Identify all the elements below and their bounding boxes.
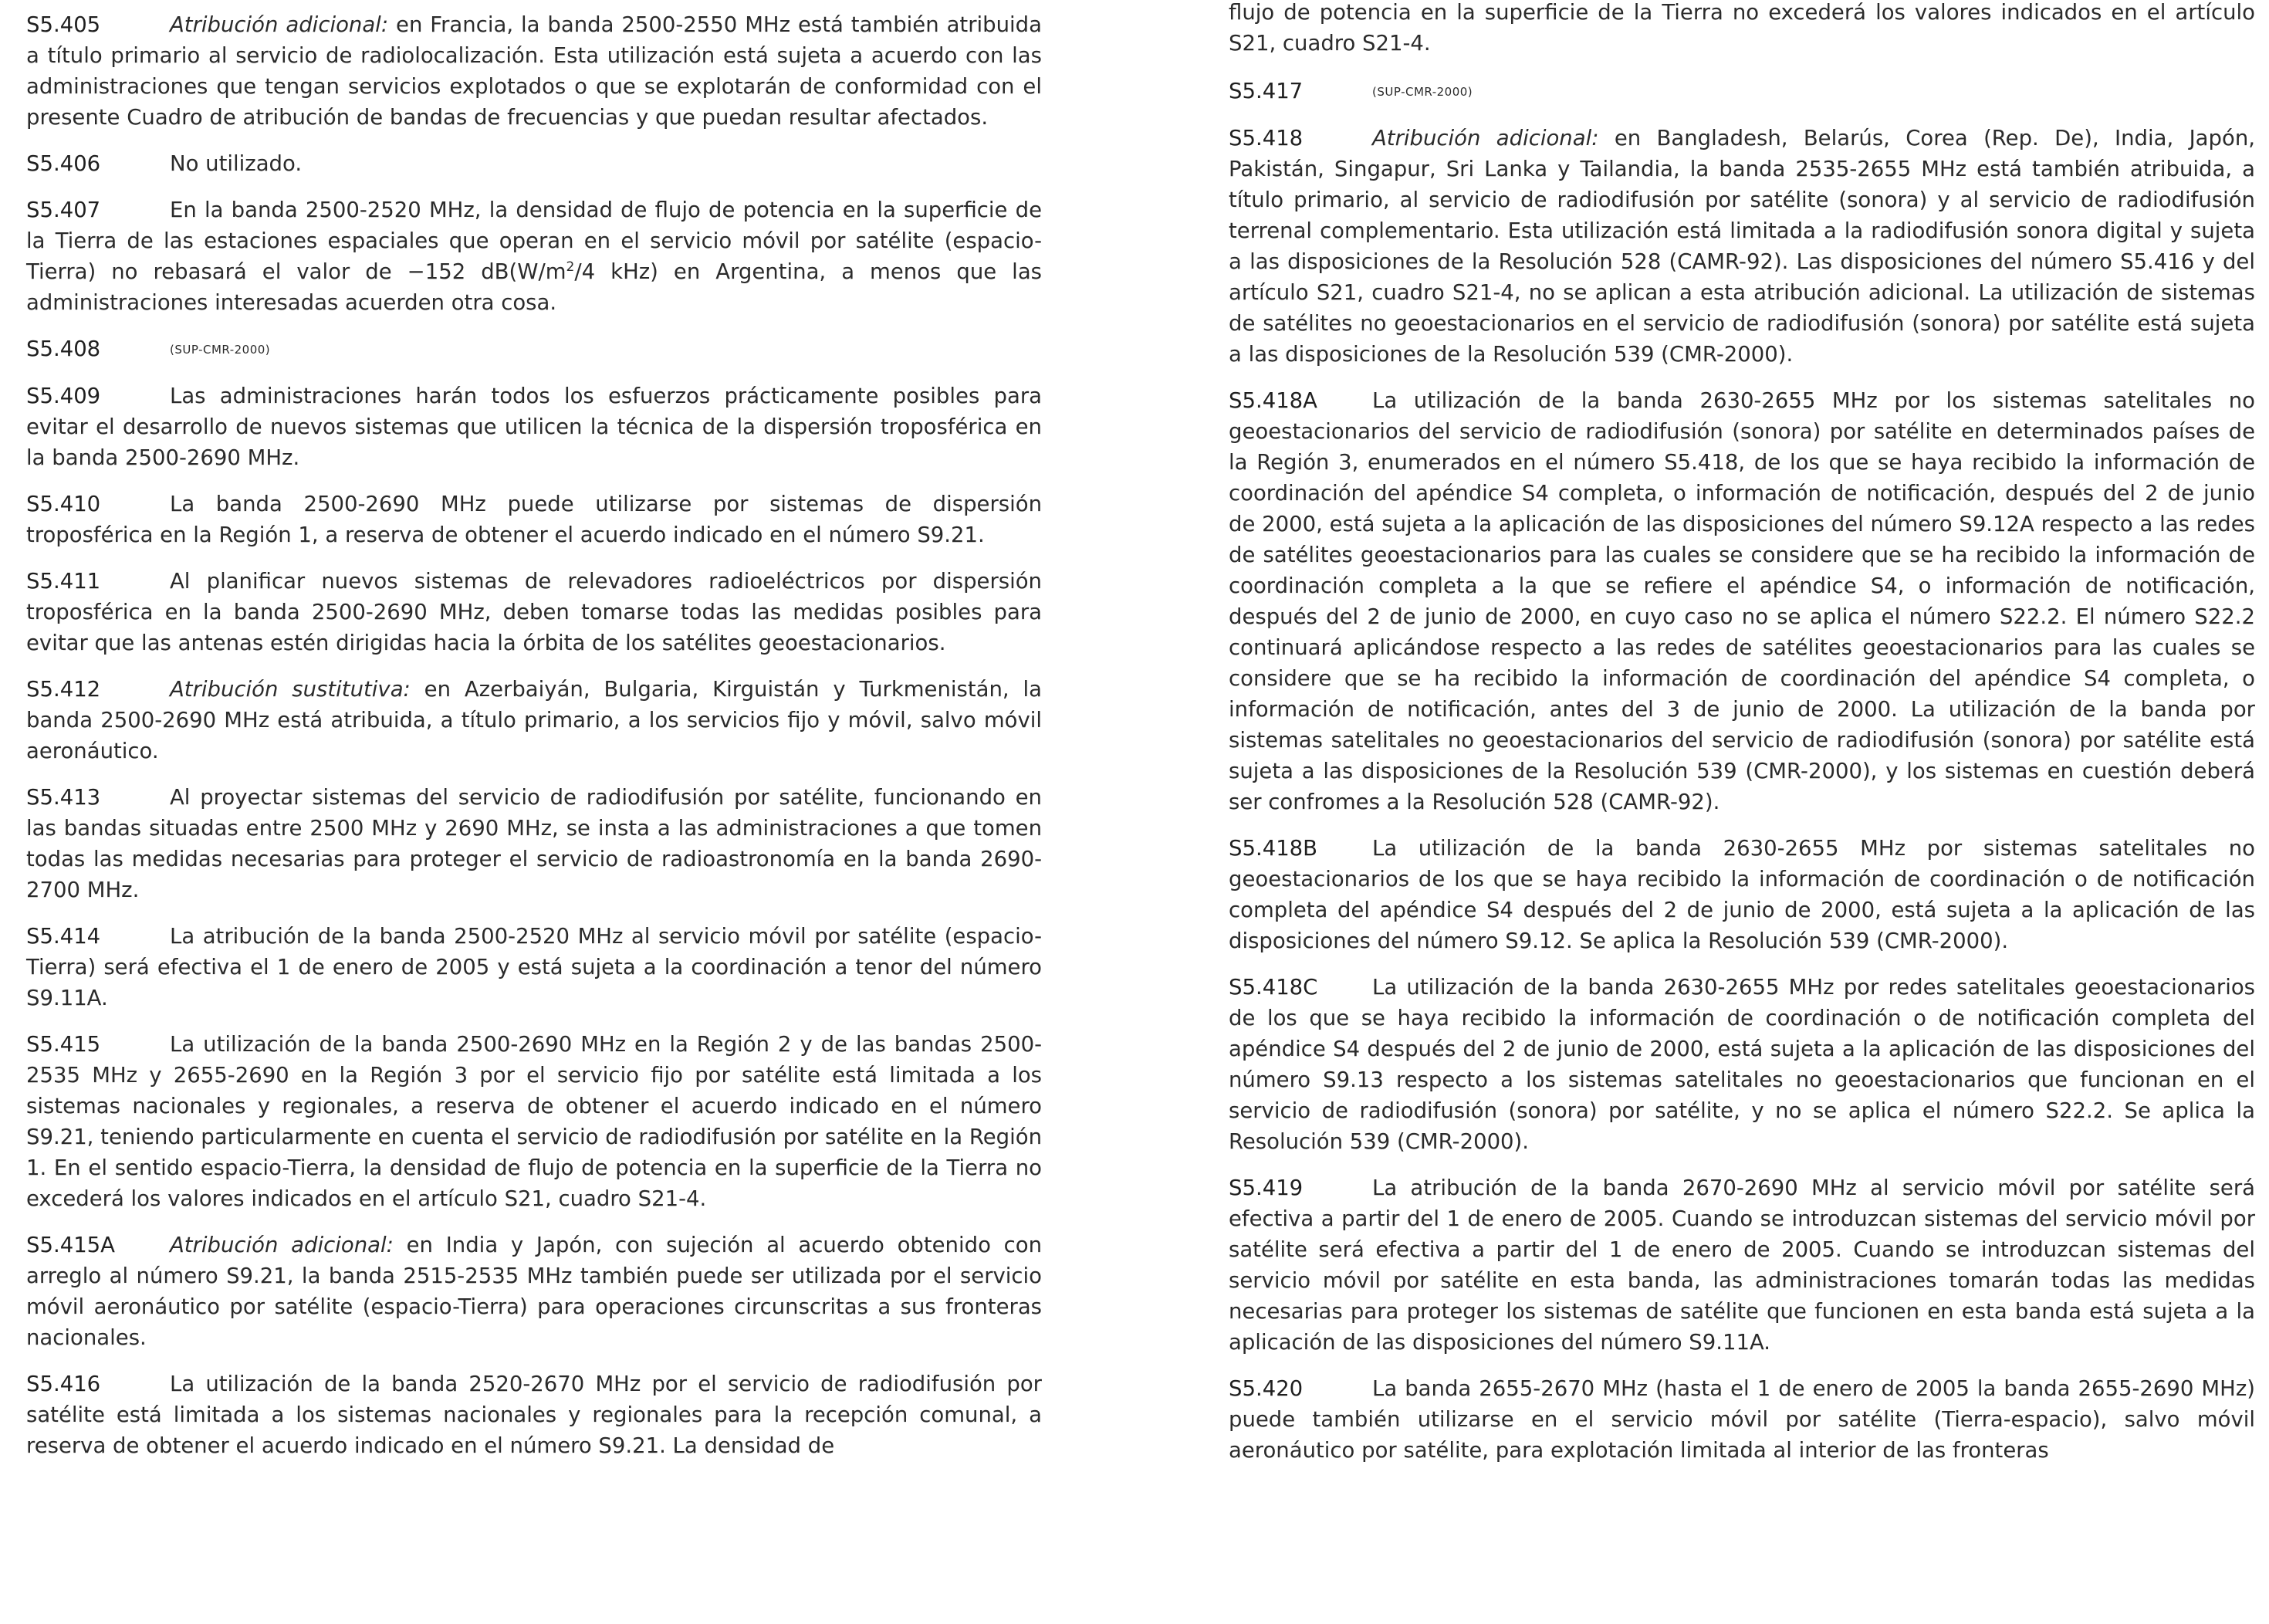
provision-s5-418a <box>1229 385 2255 817</box>
provision-s5-419 <box>1229 1172 2255 1358</box>
provision-s5-415 <box>26 1029 1042 1214</box>
provision-number: S5.414 <box>26 924 101 949</box>
provision-s5-409 <box>26 381 1042 473</box>
provision-lead: Atribución adicional: <box>1372 126 1599 151</box>
provision-text: La banda 2500-2690 MHz puede utilizarse por sistemas de dispersión troposférica en la Región 1, a reserva de obtener el acuerdo indicado en el número S9.21. <box>26 492 1042 547</box>
provision-text: Al proyectar sistemas del servicio de radiodifusión por satélite, funcionando en las bandas situadas entre 2500 MHz y 2690 MHz, se insta a las administraciones a que tomen todas las medidas necesarias para proteger el servicio de radioastronomía en la banda 2690-2700 MHz. <box>26 785 1042 902</box>
provision-s5-406 <box>26 148 1042 179</box>
provision-text: La utilización de la banda 2520-2670 MHz por el servicio de radiodifusión por satélite está limitada a los sistemas nacionales y regionales para la recepción comunal, a reserva de obtener el acuerdo indicado en el número S9.21. La densidad de <box>26 1372 1042 1458</box>
suppressed-note: (SUP-CMR-2000) <box>1372 85 1473 99</box>
provision-number: S5.416 <box>26 1372 101 1396</box>
provision-text: en India y Japón, con sujeción al acuerdo obtenido con arreglo al número S9.21, la banda 2515-2535 MHz también puede ser utilizada por el servicio móvil aeronáutico por satélite (espacio-Tierra) para operaciones circunscritas a sus fronteras nacionales. <box>26 1233 1042 1350</box>
left-column <box>26 9 1042 1477</box>
suppressed-note: (SUP-CMR-2000) <box>170 343 271 357</box>
provision-text: Las administraciones harán todos los esfuerzos prácticamente posibles para evitar el desarrollo de nuevos sistemas que utilicen la técnica de la dispersión troposférica en la banda 2500-2690 MHz. <box>26 384 1042 470</box>
provision-number: S5.405 <box>26 12 101 37</box>
provision-s5-416 <box>26 1369 1042 1461</box>
provision-s5-416-continuation <box>1229 0 2255 59</box>
provision-number: S5.408 <box>26 337 101 361</box>
provision-number: S5.420 <box>1229 1376 1304 1401</box>
provision-text: en Azerbaiyán, Bulgaria, Kirguistán y Turkmenistán, la banda 2500-2690 MHz está atribuida, a título primario, a los servicios fijo y móvil, salvo móvil aeronáutico. <box>26 677 1042 763</box>
provision-s5-410 <box>26 489 1042 550</box>
provision-number: S5.415A <box>26 1233 115 1257</box>
provision-text-continued: /4 kHz) en Argentina, a menos que las administraciones interesadas acuerden otra cosa. <box>26 259 1043 315</box>
provision-lead: Atribución sustitutiva: <box>170 677 411 702</box>
provision-s5-417 <box>1229 76 2255 107</box>
provision-s5-418b <box>1229 833 2255 956</box>
provision-number: S5.419 <box>1229 1176 1304 1200</box>
provision-text: No utilizado. <box>170 151 303 176</box>
provision-s5-413 <box>26 782 1042 905</box>
provision-s5-414 <box>26 921 1042 1013</box>
provision-s5-415a <box>26 1230 1042 1353</box>
right-column <box>1229 0 2255 1481</box>
provision-s5-412 <box>26 674 1042 766</box>
provision-text: La banda 2655-2670 MHz (hasta el 1 de enero de 2005 la banda 2655-2690 MHz) puede también utilizarse en el servicio móvil por satélite (Tierra-espacio), salvo móvil aeronáutico por satélite, para explotación limitada al interior de las fronteras <box>1229 1376 2255 1463</box>
superscript: 2 <box>566 259 575 275</box>
provision-text: La atribución de la banda 2500-2520 MHz al servicio móvil por satélite (espacio-Tierra) será efectiva el 1 de enero de 2005 y está sujeta a la coordinación a tenor del número S9.11A. <box>26 924 1042 1010</box>
provision-number: S5.409 <box>26 384 101 408</box>
provision-s5-420 <box>1229 1373 2255 1466</box>
provision-s5-411 <box>26 566 1042 658</box>
provision-text: La utilización de la banda 2630-2655 MHz por sistemas satelitales no geoestacionarios de los que se haya recibido la información de coordinación o de notificación completa del apéndice S4 después del 2 de junio de 2000, está sujeta a la aplicación de las disposiciones del número S9.12. Se aplica la Resolución 539 (CMR-2000). <box>1229 836 2255 953</box>
provision-number: S5.415 <box>26 1032 101 1057</box>
provision-s5-405 <box>26 9 1042 133</box>
provision-lead: Atribución adicional: <box>170 12 389 37</box>
provision-text: La utilización de la banda 2630-2655 MHz por redes satelitales geoestacionarios de los que se haya recibido la información de coordinación o de notificación completa del apéndice S4 después del 2 de junio de 2000, está sujeta a la aplicación de las disposiciones del número S9.13 respecto a los sistemas satelitales no geoestacionarios que funcionan en el servicio de radiodifusión (sonora) por satélite, y no se aplica el número S22.2. Se aplica la Resolución 539 (CMR-2000). <box>1229 975 2255 1154</box>
provision-text: La atribución de la banda 2670-2690 MHz al servicio móvil por satélite será efectiva a partir del 1 de enero de 2005. Cuando se introduzcan sistemas del servicio móvil por satélite será efectiva a partir del 1 de enero de 2005. Cuando se introduzcan sistemas del servicio móvil por satélite en esta banda, las administraciones tomarán todas las medidas necesarias para proteger los sistemas de satélite que funcionen en esta banda está sujeta a la aplicación de las disposiciones del número S9.11A. <box>1229 1176 2255 1355</box>
provision-text: La utilización de la banda 2630-2655 MHz por los sistemas satelitales no geoestacionarios del servicio de radiodifusión (sonora) por satélite en determinados países de la Región 3, enumerados en el número S5.418, de los que se haya recibido la información de coordinación del apéndice S4 completa, o información de notificación, después del 2 de junio de 2000, está sujeta a la aplicación de las disposiciones del número S9.12A respecto a las redes de satélites geoestacionarios para las cuales se considere que se ha recibido la información de coordinación completa a la que se refiere el apéndice S4, o información de notificación, después del 2 de junio de 2000, en cuyo caso no se aplica el número S22.2. El número S22.2 continuará aplicándose respecto a las redes de satélites geoestacionarios para las cuales se considere que se ha recibido la información de coordinación del apéndice S4 completa, o información de notificación, antes del 3 de junio de 2000. La utilización de la banda por sistemas satelitales no geoestacionarios del servicio de radiodifusión (sonora) por satélite está sujeta a las disposiciones de la Resolución 539 (CMR-2000), y los sistemas en cuestión deberá ser confromes a la Resolución 528 (CAMR-92). <box>1229 388 2255 814</box>
provision-s5-408 <box>26 333 1042 365</box>
provision-number: S5.418B <box>1229 836 1318 861</box>
provision-number: S5.418C <box>1229 975 1318 1000</box>
provision-s5-418c <box>1229 972 2255 1157</box>
provision-text: flujo de potencia en la superficie de la Tierra no excederá los valores indicados en el artículo S21, cuadro S21-4. <box>1229 0 2255 56</box>
provision-number: S5.406 <box>26 151 101 176</box>
provision-text: La utilización de la banda 2500-2690 MHz en la Región 2 y de las bandas 2500-2535 MHz y 2655-2690 en la Región 3 por el servicio fijo por satélite está limitada a los sistemas nacionales y regionales, a reserva de obtener el acuerdo indicado en el número S9.21, teniendo particularmente en cuenta el servicio de radiodifusión por satélite en la Región 1. En el sentido espacio-Tierra, la densidad de flujo de potencia en la superficie de la Tierra no excederá los valores indicados en el artículo S21, cuadro S21-4. <box>26 1032 1043 1211</box>
provision-number: S5.413 <box>26 785 101 810</box>
provision-number: S5.411 <box>26 569 101 594</box>
provision-s5-418 <box>1229 123 2255 370</box>
provision-number: S5.407 <box>26 198 101 222</box>
provision-s5-407 <box>26 195 1042 318</box>
provision-text: Al planificar nuevos sistemas de relevadores radioeléctricos por dispersión troposférica en la banda 2500-2690 MHz, deben tomarse todas las medidas posibles para evitar que las antenas estén dirigidas hacia la órbita de los satélites geoestacionarios. <box>26 569 1042 655</box>
provision-text: en Bangladesh, Belarús, Corea (Rep. De), India, Japón, Pakistán, Singapur, Sri Lanka y Tailandia, la banda 2535-2655 MHz está también atribuida, a título primario, al servicio de radiodifusión por satélite (sonora) y al servicio de radiodifusión terrenal complementario. Esta utilización está limitada a la radiodifusión sonora digital y sujeta a las disposiciones de la Resolución 528 (CAMR-92). Las disposiciones del número S5.416 y del artículo S21, cuadro S21-4, no se aplican a esta atribución adicional. La utilización de sistemas de satélites no geoestacionarios en el servicio de radiodifusión (sonora) por satélite está sujeta a las disposiciones de la Resolución 539 (CMR-2000). <box>1229 126 2255 367</box>
provision-number: S5.418 <box>1229 126 1304 151</box>
provision-number: S5.417 <box>1229 79 1304 103</box>
provision-lead: Atribución adicional: <box>170 1233 394 1257</box>
provision-number: S5.418A <box>1229 388 1317 413</box>
provision-text: en Francia, la banda 2500-2550 MHz está también atribuida a título primario al servicio de radiolocalización. Esta utilización está sujeta a acuerdo con las administraciones que tengan servicios explotados o que se explotarán de conformidad con el presente Cuadro de atribución de bandas de frecuencias y que puedan resultar afectados. <box>26 12 1042 130</box>
provision-number: S5.412 <box>26 677 101 702</box>
provision-number: S5.410 <box>26 492 101 516</box>
provision-text: En la banda 2500-2520 MHz, la densidad de flujo de potencia en la superficie de la Tierra de las estaciones espaciales que operan en el servicio móvil por satélite (espacio-Tierra) no rebasará el valor de −152 dB(W/m <box>26 198 1042 284</box>
